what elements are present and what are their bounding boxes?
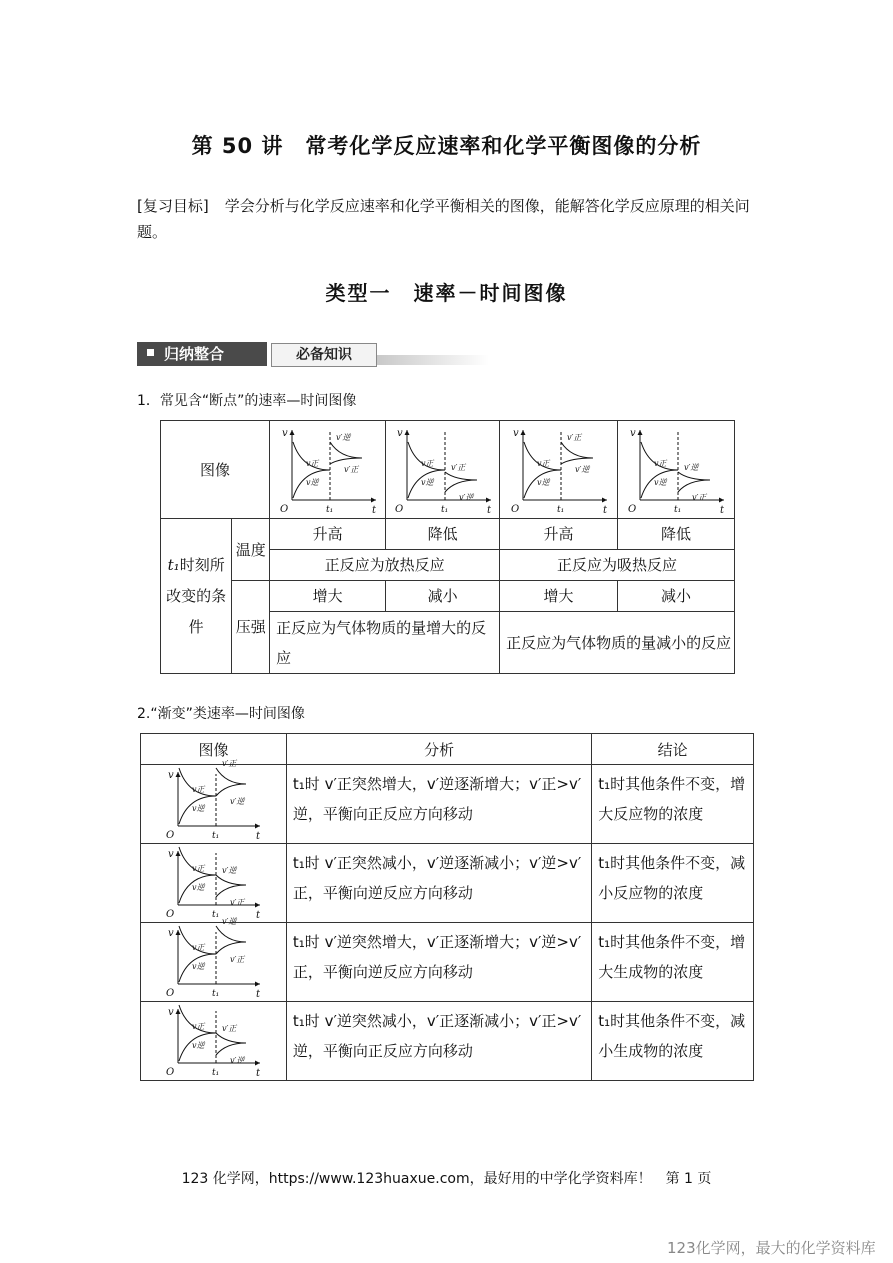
t1-label: t₁	[556, 504, 564, 515]
analysis-cell: t₁时 v′正突然减小，v′逆逐渐减小；v′逆>v′正，平衡向逆反应方向移动	[286, 844, 591, 923]
v-rev-label: v逆	[192, 883, 205, 892]
v-axis-label: v	[168, 928, 175, 939]
rate-graph	[387, 424, 499, 516]
graph-cell	[500, 421, 618, 519]
v-fwd-label: v正	[192, 1022, 205, 1031]
v-rev-label: v逆	[192, 962, 205, 971]
banner-fade	[377, 355, 489, 365]
rate-graph	[620, 424, 732, 516]
conclusion-cell: t₁时其他条件不变，增大生成物的浓度	[592, 923, 754, 1002]
v-rev-label: v逆	[192, 804, 205, 813]
origin-label: O	[166, 988, 175, 999]
rate-graph	[158, 759, 268, 842]
arrow-icon	[176, 1009, 181, 1014]
t1-label: t₁	[674, 504, 682, 515]
t1-label: t₁	[212, 831, 220, 841]
new-curve	[216, 1043, 246, 1055]
t-axis-label: t	[602, 504, 607, 516]
arrow-icon	[602, 497, 607, 502]
v-new-bottom-label: v′逆	[230, 1056, 245, 1065]
new-curve	[216, 1033, 246, 1043]
graph-cell	[618, 421, 735, 519]
type-title: 类型一 速率－时间图像	[325, 281, 568, 305]
t-axis-label: t	[256, 989, 261, 1000]
arrow-icon	[255, 1061, 260, 1066]
watermark: 123化学网，最大的化学资料库	[667, 1239, 876, 1257]
temp-value: 升高	[500, 519, 618, 550]
breakpoint-table	[160, 420, 735, 674]
t1-label: t₁	[212, 910, 220, 920]
v-new-bottom-label: v′逆	[574, 464, 589, 474]
header-image: 图像	[141, 734, 287, 765]
analysis-cell: t₁时 v′逆突然减小，v′正逐渐减小；v′正>v′逆，平衡向正反应方向移动	[286, 1002, 591, 1081]
temp-value: 降低	[618, 519, 735, 550]
pressure-label: 压强	[232, 581, 270, 674]
v-new-bottom-label: v′逆	[458, 492, 473, 502]
new-curve	[216, 885, 246, 897]
arrow-icon	[176, 930, 181, 935]
rate-graph	[158, 917, 268, 1000]
v-fwd-label: v正	[192, 943, 205, 952]
arrow-icon	[176, 851, 181, 856]
rate-graph	[158, 1003, 268, 1079]
v-fwd-label: v正	[305, 458, 319, 468]
v-fwd-label: v正	[192, 785, 205, 794]
conclusion-cell: t₁时其他条件不变，减小生成物的浓度	[592, 1002, 754, 1081]
t1-label: t₁	[212, 1068, 220, 1078]
t-axis-label: t	[720, 504, 725, 516]
header-conclusion: 结论	[592, 734, 754, 765]
pressure-value: 增大	[500, 581, 618, 612]
pressure-note: 正反应为气体物质的量增大的反应	[270, 612, 500, 674]
condition-label: 时刻所改变的条件	[166, 555, 227, 636]
banner-dark-label: 归纳整合	[164, 345, 225, 363]
t-axis-label: t	[256, 910, 261, 921]
arrow-icon	[289, 430, 294, 435]
arrow-icon	[176, 772, 181, 777]
analysis-cell: t₁时 v′逆突然增大，v′正逐渐增大；v′逆>v′正，平衡向逆反应方向移动	[286, 923, 591, 1002]
temp-note: 正反应为吸热反应	[500, 550, 735, 581]
origin-label: O	[510, 503, 519, 515]
condition-label-cell	[161, 519, 232, 674]
t-axis-label: t	[256, 831, 261, 842]
pressure-value: 增大	[270, 581, 386, 612]
t-axis-label: t	[371, 504, 376, 516]
new-curve	[330, 442, 362, 458]
arrow-icon	[520, 430, 525, 435]
new-curve	[445, 480, 477, 492]
v-fwd-label: v正	[420, 458, 434, 468]
arrow-icon	[255, 982, 260, 987]
square-icon	[147, 349, 154, 356]
rate-graph	[503, 424, 615, 516]
v-new-top-label: v′逆	[335, 432, 350, 442]
new-curve	[216, 768, 246, 784]
origin-label: O	[166, 909, 175, 920]
arrow-icon	[255, 824, 260, 829]
graph-cell	[141, 917, 287, 1002]
v-fwd-label: v正	[192, 864, 205, 873]
v-axis-label: v	[396, 427, 403, 439]
pressure-value: 减小	[386, 581, 500, 612]
v-axis-label: v	[168, 849, 175, 860]
v-fwd-label: v正	[536, 458, 550, 468]
graph-cell	[141, 844, 287, 923]
v-axis-label: v	[168, 770, 175, 781]
header-analysis: 分析	[286, 734, 591, 765]
arrow-icon	[719, 497, 724, 502]
v-new-bottom-label: v′正	[230, 898, 245, 907]
v-rev-label: v逆	[420, 477, 434, 487]
t1-label: t₁	[212, 989, 220, 999]
arrow-icon	[486, 497, 491, 502]
page-title: 第 50 讲 常考化学反应速率和化学平衡图像的分析	[191, 134, 702, 158]
v-new-top-label: v′逆	[684, 462, 699, 472]
new-curve	[216, 926, 246, 942]
arrow-icon	[404, 430, 409, 435]
conclusion-cell: t₁时其他条件不变，增大反应物的浓度	[592, 765, 754, 844]
new-curve	[445, 472, 477, 480]
arrow-icon	[371, 497, 376, 502]
new-curve	[678, 480, 710, 492]
pressure-value: 减小	[618, 581, 735, 612]
graph-cell	[141, 759, 287, 844]
v-new-top-label: v′正	[222, 1024, 237, 1033]
t1-var: t₁	[167, 555, 180, 574]
v-axis-label: v	[512, 427, 519, 439]
analysis-cell: t₁时 v′正突然增大，v′逆逐渐增大；v′正>v′逆，平衡向正反应方向移动	[286, 765, 591, 844]
conclusion-cell: t₁时其他条件不变，减小反应物的浓度	[592, 844, 754, 923]
new-curve	[216, 942, 246, 954]
t1-label: t₁	[440, 504, 448, 515]
image-header: 图像	[161, 421, 270, 519]
temp-label: 温度	[232, 519, 270, 581]
v-new-bottom-label: v′正	[230, 955, 245, 964]
section2-heading: 2.“渐变”类速率—时间图像	[137, 706, 305, 722]
rate-graph	[158, 845, 268, 921]
t1-label: t₁	[325, 504, 333, 515]
v-rev-label: v逆	[192, 1041, 205, 1050]
origin-label: O	[166, 1067, 175, 1078]
v-rev-label: v逆	[305, 477, 319, 487]
graph-cell	[386, 421, 500, 519]
t-axis-label: t	[486, 504, 491, 516]
origin-label: O	[279, 503, 288, 515]
graph-cell	[270, 421, 386, 519]
v-new-bottom-label: v′正	[343, 464, 358, 474]
new-curve	[216, 784, 246, 796]
banner-light: 必备知识	[271, 343, 377, 367]
new-curve	[330, 458, 362, 464]
rate-graph	[272, 424, 384, 516]
v-new-bottom-label: v′正	[692, 492, 707, 502]
review-goal	[137, 193, 762, 245]
temp-value: 降低	[386, 519, 500, 550]
goal-text: 学会分析与化学反应速率和化学平衡相关的图像，能解答化学反应原理的相关问题。	[137, 197, 750, 241]
v-rev-label: v逆	[654, 477, 667, 487]
gradual-table	[140, 733, 754, 1081]
new-curve	[216, 875, 246, 885]
v-new-top-label: v′正	[450, 462, 465, 472]
origin-label: O	[394, 503, 403, 515]
new-curve	[561, 458, 593, 464]
v-axis-label: v	[281, 427, 288, 439]
arrow-icon	[255, 903, 260, 908]
origin-label: O	[628, 503, 637, 515]
goal-tag: [复习目标]	[137, 197, 209, 215]
temp-note: 正反应为放热反应	[270, 550, 500, 581]
v-new-top-label: v′正	[222, 759, 237, 768]
new-curve	[678, 472, 710, 480]
v-new-top-label: v′正	[566, 432, 581, 442]
section-banner	[137, 341, 489, 367]
new-curve	[561, 442, 593, 458]
v-new-top-label: v′逆	[222, 866, 237, 875]
footer: 123 化学网，https://www.123huaxue.com，最好用的中学化学资料库！ 第 1 页	[181, 1171, 712, 1187]
arrow-icon	[638, 430, 643, 435]
banner-dark	[137, 342, 267, 366]
v-axis-label: v	[168, 1007, 175, 1018]
v-fwd-label: v正	[654, 458, 667, 468]
v-axis-label: v	[630, 427, 636, 439]
graph-cell	[141, 1002, 287, 1081]
pressure-note: 正反应为气体物质的量减小的反应	[500, 612, 735, 674]
origin-label: O	[166, 830, 175, 841]
v-new-top-label: v′逆	[222, 917, 237, 926]
section1-heading: 1．常见含“断点”的速率—时间图像	[137, 393, 357, 409]
v-new-bottom-label: v′逆	[230, 797, 245, 806]
temp-value: 升高	[270, 519, 386, 550]
v-rev-label: v逆	[536, 477, 550, 487]
t-axis-label: t	[256, 1068, 261, 1079]
